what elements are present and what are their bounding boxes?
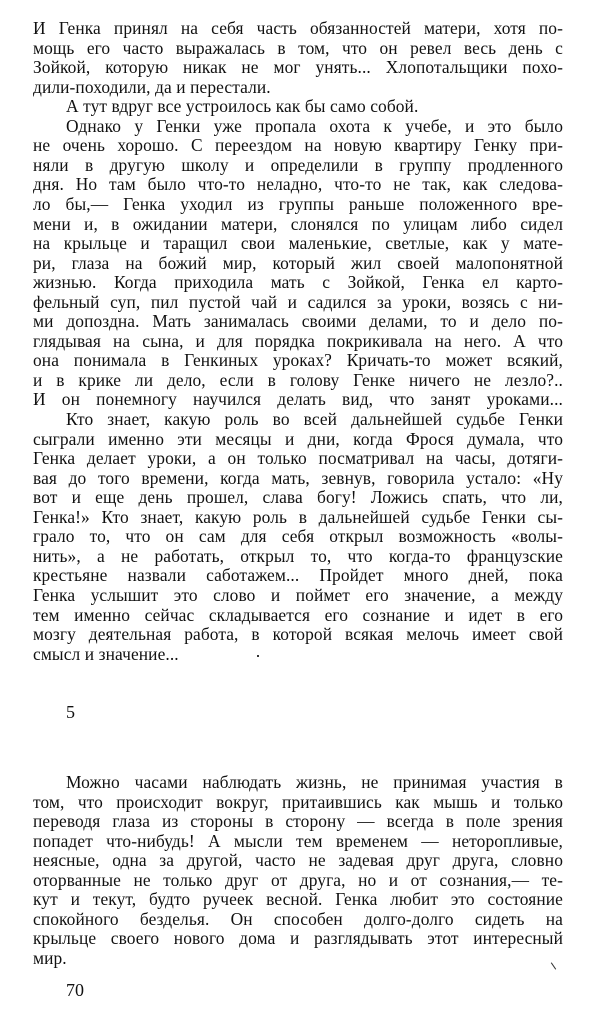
- page-number: 70: [66, 980, 84, 1000]
- text-line: вот и еще день прошел, слава богу! Ложись спать, что ли,: [33, 487, 563, 508]
- text-line: она понимала в Генкиных уроках? Кричать-то может всякий,: [33, 350, 563, 371]
- text-line: дня. Но там было что-то неладно, что-то не так, как следова-: [33, 174, 563, 195]
- text-line: неясные, одна за другой, часто не задевая друг друга, словно: [33, 850, 563, 871]
- text-line: жизнью. Когда приходила мать с Зойкой, Генка ел карто-: [33, 272, 563, 293]
- text-line: фельный суп, пил пустой чай и садился за уроки, возясь с ни-: [33, 291, 563, 312]
- text-line: кут и текут, будто ручеек весной. Генка любит это состояние: [33, 889, 563, 910]
- text-line: А тут вдруг все устроилось как бы само собой.: [66, 96, 419, 117]
- text-line: крыльце своего нового дома и разглядывать этот интересный: [33, 928, 563, 949]
- text-line: сыграли именно эти месяцы и дни, когда Фрося думала, что: [33, 428, 563, 449]
- section-number: 5: [66, 702, 75, 722]
- text-line: Однако у Генки уже пропала охота к учебе, и это было: [66, 115, 563, 136]
- text-line: грало то, что он сам для себя открыл возможность «волы-: [33, 526, 563, 547]
- text-line: Генка делает уроки, а он только посматривал на часы, дотяги-: [33, 448, 563, 469]
- text-line: ри, глаза на божий мир, который жил своей малопонятной: [33, 252, 563, 273]
- text-line: няли в другую школу и определили в группу продленного: [33, 154, 563, 175]
- text-line: не очень хорошо. С переездом на новую квартиру Генку при-: [33, 135, 563, 156]
- text-line: ло бы,— Генка уходил из группы раньше положенного вре-: [33, 194, 563, 214]
- text-line: Зойкой, которую никак не мог унять... Хлопотальщики похо-: [33, 57, 563, 78]
- text-line: том, что происходит вокруг, притаившись как мышь и только: [33, 791, 563, 812]
- text-line: мозгу деятельная работа, в которой всякая мелочь имеет свой: [33, 624, 563, 645]
- text-line: мени и, в ожидании матери, слонялся по улицам либо сидел: [33, 213, 563, 234]
- text-line: на крыльце и таращил свои маленькие, светлые, как у мате-: [33, 233, 563, 254]
- text-line: Кто знает, какую роль во всей дальнейшей судьбе Генки: [66, 409, 563, 429]
- text-line: И Генка принял на себя часть обязанностей матери, хотя по-: [33, 18, 563, 38]
- text-line: мощь его часто выражалась в том, что он ревел весь день с: [33, 37, 563, 58]
- text-line: оторванные не только друг от друга, но и от сознания,— те-: [33, 869, 563, 890]
- text-line: смысл и значение...: [33, 643, 179, 664]
- text-line: нить», а не работать, открыл то, что когда-то французские: [33, 545, 563, 566]
- text-line: спокойного безделья. Он способен долго-долго сидеть на: [33, 908, 563, 929]
- text-line: И он понемногу научился делать вид, что занят уроками...: [33, 389, 563, 410]
- text-line: крестьяне назвали саботажем... Пройдет много дней, пока: [33, 565, 563, 586]
- text-line: Генка услышит это слово и поймет его значение, а между: [33, 585, 563, 605]
- text-line: дили-походили, да и перестали.: [33, 76, 271, 97]
- text-line: глядывая на сына, и для порядка покрикивала на него. А что: [33, 330, 563, 351]
- text-line: Генка!» Кто знает, какую роль в дальнейшей судьбе Генки сы-: [33, 506, 563, 527]
- text-line: и в крике ли дело, если в голову Генке ничего не лезло?..: [33, 369, 563, 390]
- text-line: попадет что-нибудь! А мысли тем временем — неторопливые,: [33, 830, 563, 851]
- text-line: ми допоздна. Мать занималась своими делами, то и дело по-: [33, 311, 563, 332]
- text-line: переводя глаза из стороны в сторону — всегда в поле зрения: [33, 811, 563, 832]
- text-line: вая до того времени, когда мать, зевнув, говорила устало: «Ну: [33, 467, 563, 488]
- text-line: мир.: [33, 948, 67, 968]
- text-line: тем именно сейчас складывается его сознание и идет в его: [33, 604, 563, 625]
- text-line: Можно часами наблюдать жизнь, не принимая участия в: [66, 772, 563, 792]
